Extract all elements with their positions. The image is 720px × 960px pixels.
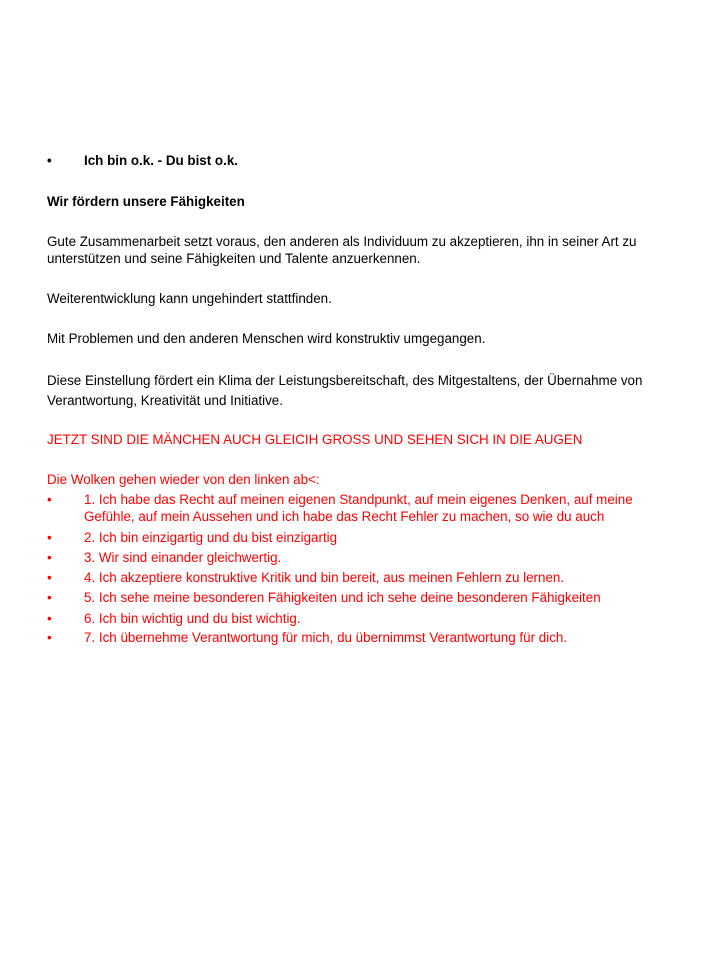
list-item xyxy=(47,549,677,567)
bullet-icon: • xyxy=(47,570,52,585)
red-heading: JETZT SIND DIE MÄNCHEN AUCH GLEICIH GROSS UND SEHEN SICH IN DIE AUGEN xyxy=(47,432,583,447)
list-item-text: 2. Ich bin einzigartig und du bist einzigartig xyxy=(84,530,338,545)
heading-bullet-item xyxy=(47,152,677,170)
list-item-text: 5. Ich sehe meine besonderen Fähigkeiten und ich sehe deine besonderen Fähigkeiten xyxy=(84,590,601,605)
heading-item-text: Ich bin o.k. - Du bist o.k. xyxy=(84,153,238,168)
list-item-text: 3. Wir sind einander gleichwertig. xyxy=(84,550,282,565)
list-item-text: 7. Ich übernehme Verantwortung für mich, du übernimmst Verantwortung für dich. xyxy=(84,630,568,645)
list-item xyxy=(47,491,677,525)
list-item-text: 1. Ich habe das Recht auf meinen eigenen Standpunkt, auf mein eigenes Denken, auf meine Gefühle, auf mein Aussehen und ich habe das Recht Fehler zu machen, so wie du auch xyxy=(84,492,633,524)
bullet-icon: • xyxy=(47,611,52,626)
list-item-text: 4. Ich akzeptiere konstruktive Kritik und bin bereit, aus meinen Fehlern zu lernen. xyxy=(84,570,565,585)
paragraph-development: Weiterentwicklung kann ungehindert stattfinden. xyxy=(47,291,332,306)
list-item xyxy=(47,529,677,547)
bullet-icon: • xyxy=(47,550,52,565)
bullet-icon: • xyxy=(47,153,52,168)
bullet-icon: • xyxy=(47,630,52,645)
list-item xyxy=(47,610,677,628)
bullet-icon: • xyxy=(47,530,52,545)
paragraph-problems: Mit Problemen und den anderen Menschen wird konstruktiv umgegangen. xyxy=(47,331,486,346)
paragraph-attitude: Diese Einstellung fördert ein Klima der Leistungsbereitschaft, des Mitgestaltens, der Übernahme von Verantwortung, Kreativität und Initiative. xyxy=(47,373,643,408)
list-item xyxy=(47,589,677,607)
list-item xyxy=(47,629,677,647)
paragraph-collaboration: Gute Zusammenarbeit setzt voraus, den anderen als Individuum zu akzeptieren, ihn in seiner Art zu unterstützen und seine Fähigkeiten und Talente anzuerkennen. xyxy=(47,234,637,266)
list-item xyxy=(47,569,677,587)
red-intro: Die Wolken gehen wieder von den linken ab<: xyxy=(47,472,320,487)
bullet-icon: • xyxy=(47,492,52,507)
list-item-text: 6. Ich bin wichtig und du bist wichtig. xyxy=(84,611,301,626)
bullet-icon: • xyxy=(47,590,52,605)
subheading: Wir fördern unsere Fähigkeiten xyxy=(47,194,245,209)
